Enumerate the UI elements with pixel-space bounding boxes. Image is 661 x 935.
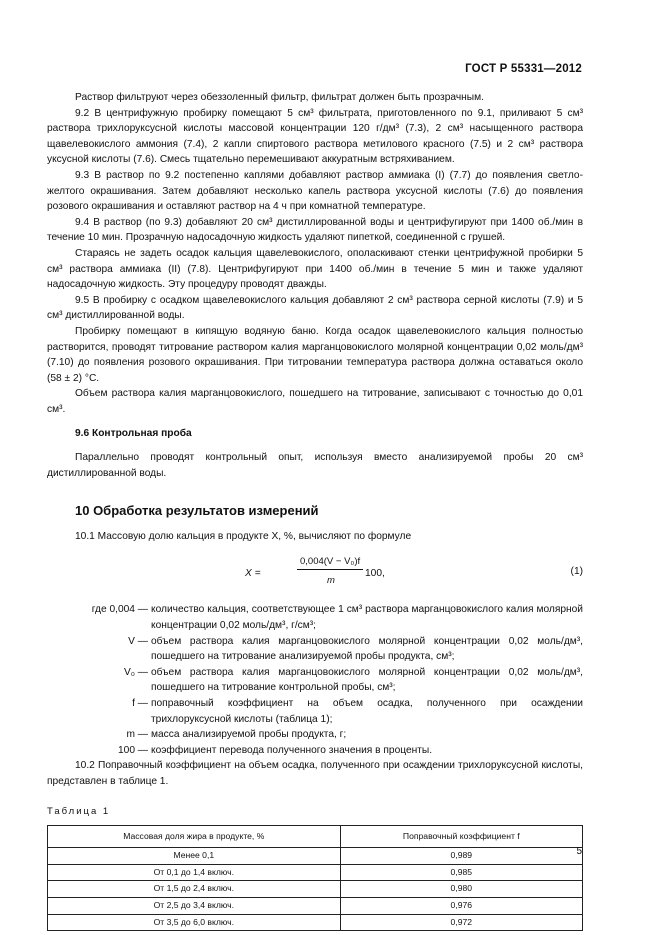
table-cell: От 3,5 до 6,0 включ. bbox=[48, 914, 341, 931]
paragraph: Объем раствора калия марганцовокислого, пошедшего на титрование, записывают с точностью до 0,01 см³. bbox=[47, 388, 583, 415]
definition-text: объем раствора калия марганцовокислого молярной концентрации 0,02 моль/дм³, пошедшего на титрование контрольной пробы, см³; bbox=[151, 666, 583, 694]
paragraph-9-5: 9.5 В пробирку с осадком щавелевокислого кальция добавляют 2 см³ раствора серной кислоты (7.9) и 5 см³ дистиллированной воды. bbox=[47, 294, 583, 322]
table-row bbox=[48, 881, 583, 898]
table-row bbox=[48, 897, 583, 914]
definition-item bbox=[47, 634, 583, 665]
paragraph-9-6: Параллельно проводят контрольный опыт, используя вместо анализируемой пробы 20 см³ дистиллированной воды. bbox=[47, 452, 583, 479]
column-header: Поправочный коэффициент f bbox=[340, 826, 582, 848]
table-row bbox=[48, 914, 583, 931]
correction-table bbox=[47, 825, 583, 931]
table-row bbox=[48, 848, 583, 865]
paragraph-10-2: 10.2 Поправочный коэффициент на объем осадка, полученного при осаждении трихлоруксусной кислоты, представлен в таблице 1. bbox=[47, 760, 583, 787]
paragraph-9-3: 9.3 В раствор по 9.2 постепенно каплями добавляют раствор аммиака (I) (7.7) до появления светло-желтого окрашивания. Затем добавляют несколько капель раствора уксусной кислоты (7.6) до появления розового окрашивания и оставляют раствор на 4 ч при комнатной температуре. bbox=[47, 169, 583, 213]
column-header: Массовая доля жира в продукте, % bbox=[48, 826, 341, 848]
table-cell: 0,972 bbox=[340, 914, 582, 931]
table-cell: От 2,5 до 3,4 включ. bbox=[48, 897, 341, 914]
page-number: 5 bbox=[576, 846, 582, 857]
section-heading: 10 Обработка результатов измерений bbox=[75, 503, 319, 519]
definition-symbol: где 0,004 — bbox=[91, 604, 148, 616]
table-row bbox=[48, 864, 583, 881]
paragraph: Пробирку помещают в кипящую водяную баню. Когда осадок щавелевокислого кальция полностью растворится, проводят титрование раствором калия марганцовокислого молярной концентрации 0,02 моль/дм³ (7.10) до появления розового окрашивания. При титровании температура раствора должна оставаться около (58 ± 2) °С. bbox=[47, 325, 583, 384]
formula-denominator: m bbox=[327, 575, 335, 587]
definition-symbol: V₀ — bbox=[123, 666, 148, 678]
formula-number: (1) bbox=[570, 566, 583, 578]
table-header-row bbox=[48, 826, 583, 848]
definition-symbol: f — bbox=[132, 698, 148, 709]
paragraph: Стараясь не задеть осадок кальция щавелевокислого, ополаскивают стенки центрифужной пробирки 5 см³ раствора аммиака (II) (7.8). Центрифугируют при 1400 об./мин в течение 5 мин и также удаляют надосадочную жидкость. Эту процедуру проводят дважды. bbox=[47, 247, 583, 291]
definition-text: коэффициент перевода полученного значения в проценты. bbox=[151, 744, 433, 756]
definitions-list bbox=[47, 602, 583, 758]
definition-text: масса анализируемой пробы продукта, г; bbox=[151, 729, 347, 741]
definition-symbol: m — bbox=[126, 729, 148, 741]
definition-item bbox=[47, 727, 583, 743]
table-cell: 0,976 bbox=[340, 897, 582, 914]
definition-item bbox=[47, 665, 583, 696]
table-cell: 0,980 bbox=[340, 881, 582, 898]
paragraph-10-1: 10.1 Массовую долю кальция в продукте X, %, вычисляют по формуле bbox=[75, 530, 412, 542]
table-cell: 0,985 bbox=[340, 864, 582, 881]
table-caption: Таблица 1 bbox=[47, 805, 111, 817]
table-cell: Менее 0,1 bbox=[48, 848, 341, 865]
formula-tail: 100, bbox=[365, 568, 385, 580]
paragraph-9-2: 9.2 В центрифужную пробирку помещают 5 см³ фильтрата, приготовленного по 9.1, приливают 5 см³ раствора трихлоруксусной кислоты массовой концентрации 120 г/дм³ (7.3), 2 см³ насыщенного раствора щавелевокислого аммония (7.4), 2 капли спиртового раствора метилового красного (7.5) и 2 см³ раствора уксусной кислоты (7.6). Смесь тщательно перемешивают аккуратным встряхиванием. bbox=[47, 107, 583, 166]
document-body bbox=[47, 90, 583, 931]
formula-numerator: 0,004(V − V₀)f bbox=[300, 556, 361, 568]
definition-text: объем раствора калия марганцовокислого молярной концентрации 0,02 моль/дм³, пошедшего на титрование анализируемой пробы продукта, см³; bbox=[151, 635, 583, 663]
definition-symbol: 100 — bbox=[117, 744, 148, 756]
standard-header: ГОСТ Р 55331—2012 bbox=[465, 63, 582, 75]
formula-lhs: X = bbox=[245, 568, 261, 580]
subsection-heading: 9.6 Контрольная проба bbox=[75, 428, 192, 440]
table-cell: От 0,1 до 1,4 включ. bbox=[48, 864, 341, 881]
table-cell: 0,989 bbox=[340, 848, 582, 865]
table-cell: От 1,5 до 2,4 включ. bbox=[48, 881, 341, 898]
formula bbox=[47, 554, 583, 594]
paragraph: Раствор фильтруют через обеззоленный фильтр, фильтрат должен быть прозрачным. bbox=[75, 92, 484, 103]
definition-item bbox=[47, 602, 583, 633]
definition-text: количество кальция, соответствующее 1 см³ раствора марганцовокислого калия молярной концентрации 0,02 моль/дм³, г/см³; bbox=[151, 604, 583, 632]
fraction-bar bbox=[297, 569, 363, 570]
definition-text: поправочный коэффициент на объем осадка, полученного при осаждении трихлоруксусной кислоты (таблица 1); bbox=[151, 698, 583, 725]
definition-item bbox=[47, 696, 583, 727]
paragraph-9-4: 9.4 В раствор (по 9.3) добавляют 20 см³ дистиллированной воды и центрифугируют при 1400 об./мин в течение 10 мин. Прозрачную надосадочную жидкость удаляют пипеткой, соединенной с грушей. bbox=[47, 216, 583, 244]
definition-item bbox=[47, 743, 583, 759]
definition-symbol: V — bbox=[128, 635, 148, 647]
